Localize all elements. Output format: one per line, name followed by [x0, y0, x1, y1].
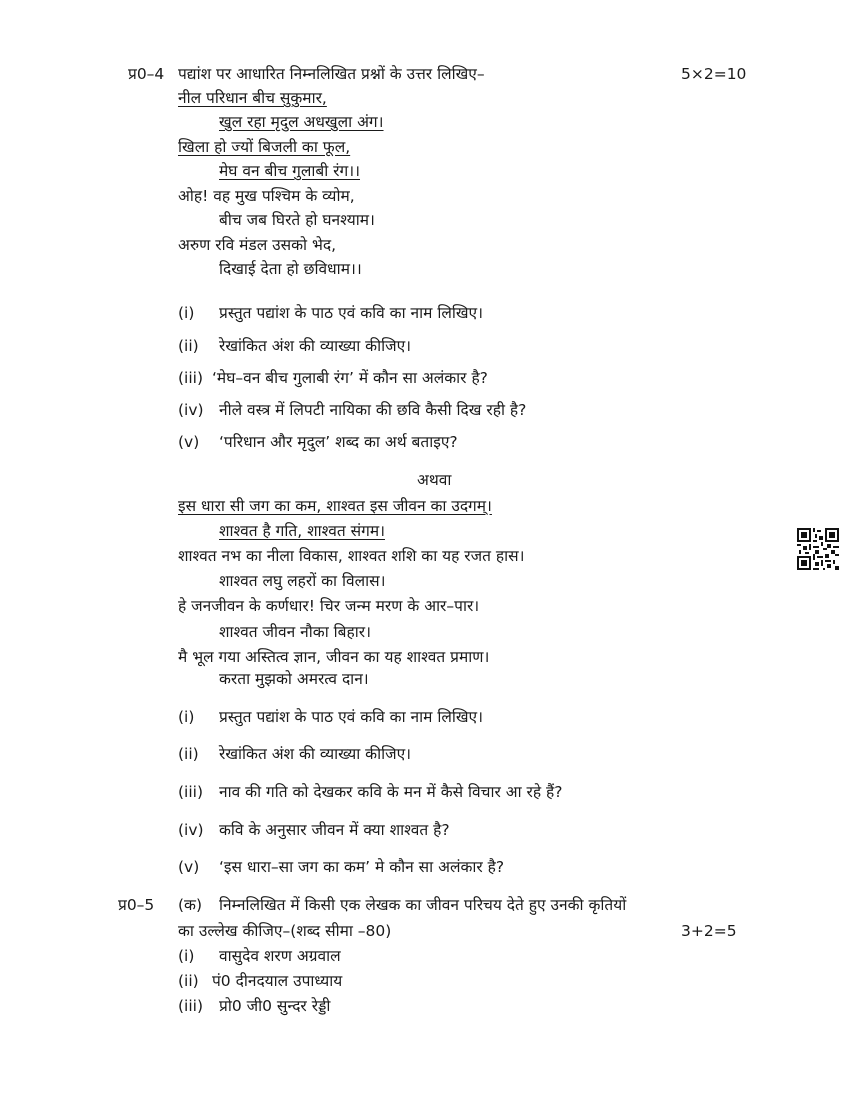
poem2-line-5: हे जनजीवन के कर्णधार! चिर जन्म मरण के आर–पार। [178, 597, 480, 615]
poem1-line-6: बीच जब घिरते हो घनश्याम। [219, 211, 375, 229]
q1-text-4: नीले वस्त्र में लिपटी नायिका की छवि कैसी दिख रही है? [219, 401, 527, 419]
poem2-line-7: मै भूल गया अस्तित्व ज्ञान, जीवन का यह शाश्वत प्रमाण। [178, 648, 490, 666]
author-name-3: प्रो0 जी0 सुन्दर रेड्डी [219, 997, 331, 1015]
question-5-part: (क) [178, 896, 202, 914]
author-name-1: वासुदेव शरण अग्रवाल [219, 947, 341, 965]
author-num-3: (iii) [178, 997, 204, 1015]
q1-num-2: (ii) [178, 337, 199, 355]
q2-num-2: (ii) [178, 745, 199, 763]
question-5-line-2: का उल्लेख कीजिए–(शब्द सीमा –80) [178, 922, 392, 940]
q2-num-1: (i) [178, 708, 195, 726]
q2-text-4: कवि के अनुसार जीवन में क्या शाश्वत है? [219, 821, 450, 839]
poem2-line-8: करता मुझको अमरत्व दान। [219, 670, 369, 688]
qr-code-icon [797, 528, 839, 570]
q1-text-1: प्रस्तुत पद्यांश के पाठ एवं कवि का नाम लिखिए। [219, 304, 483, 322]
poem2-line-1: इस धारा सी जग का कम, शाश्वत इस जीवन का उदगम्। [178, 497, 492, 515]
q1-num-4: (iv) [178, 401, 204, 419]
poem1-line-1: नील परिधान बीच सुकुमार, [178, 89, 327, 107]
q1-text-2: रेखांकित अंश की व्याख्या कीजिए। [219, 337, 412, 355]
author-num-1: (i) [178, 947, 195, 965]
question-4-number: प्र0–4 [128, 65, 165, 83]
poem1-line-8: दिखाई देता हो छविधाम।। [219, 260, 362, 278]
author-name-2: पं0 दीनदयाल उपाध्याय [212, 972, 343, 990]
question-5-marks: 3+2=5 [681, 922, 737, 940]
q2-text-1: प्रस्तुत पद्यांश के पाठ एवं कवि का नाम लिखिए। [219, 708, 483, 726]
q1-num-5: (v) [178, 433, 200, 451]
q1-text-5: ‘परिधान और मृदुल’ शब्द का अर्थ बताइए? [219, 433, 458, 451]
q2-num-4: (iv) [178, 821, 204, 839]
question-4-marks: 5×2=10 [681, 65, 747, 83]
q1-num-3: (iii) [178, 369, 204, 387]
author-num-2: (ii) [178, 972, 199, 990]
poem1-line-2: खुल रहा मृदुल अधखुला अंग। [219, 113, 384, 131]
q2-num-3: (iii) [178, 783, 204, 801]
poem1-line-5: ओह! वह मुख पश्चिम के व्योम, [178, 187, 355, 205]
or-label: अथवा [417, 471, 452, 489]
q2-text-3: नाव की गति को देखकर कवि के मन में कैसे विचार आ रहे हैं? [219, 783, 563, 801]
question-5-line-1: निम्नलिखित में किसी एक लेखक का जीवन परिचय देते हुए उनकी कृतियों [219, 896, 627, 914]
q1-text-3: ‘मेघ–वन बीच गुलाबी रंग’ में कौन सा अलंकार है? [212, 369, 488, 387]
question-4-instruction: पद्यांश पर आधारित निम्नलिखित प्रश्नों के उत्तर लिखिए– [178, 65, 485, 83]
poem2-line-4: शाश्वत लघु लहरों का विलास। [219, 572, 386, 590]
question-5-number: प्र0–5 [118, 896, 155, 914]
q2-num-5: (v) [178, 858, 200, 876]
poem1-line-7: अरुण रवि मंडल उसको भेद, [178, 236, 337, 254]
poem1-line-3: खिला हो ज्यों बिजली का फूल, [178, 138, 351, 156]
poem2-line-2: शाश्वत है गति, शाश्वत संगम। [219, 522, 385, 540]
poem2-line-3: शाश्वत नभ का नीला विकास, शाश्वत शशि का यह रजत हास। [178, 547, 525, 565]
poem1-line-4: मेघ वन बीच गुलाबी रंग।। [219, 162, 360, 180]
q2-text-5: ‘इस धारा–सा जग का कम’ मे कौन सा अलंकार है? [219, 858, 505, 876]
q1-num-1: (i) [178, 304, 195, 322]
poem2-line-6: शाश्वत जीवन नौका बिहार। [219, 623, 371, 641]
q2-text-2: रेखांकित अंश की व्याख्या कीजिए। [219, 745, 412, 763]
